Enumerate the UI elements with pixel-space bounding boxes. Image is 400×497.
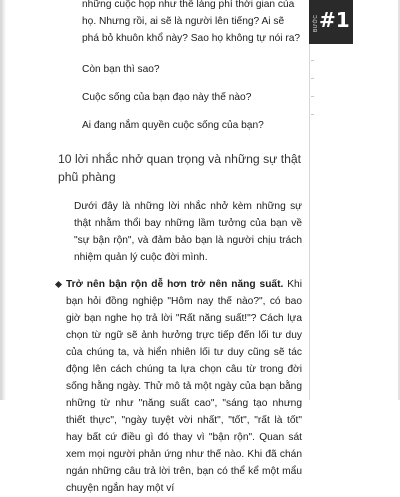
bullet-paragraph bbox=[66, 276, 302, 497]
top-paragraph: những cuộc họp như thế làng phí thời gian của họ. Nhưng rồi, ai sẽ là người lên tiếng? Ai sẽ phá bỏ khuôn khổ này? Sao họ không tự nói ra? bbox=[82, 0, 301, 44]
bullet-item bbox=[62, 276, 302, 497]
bullet-lead: Trở nên bận rộn dễ hơn trở nên năng suất. bbox=[66, 279, 284, 290]
question-1: Còn bạn thì sao? bbox=[82, 64, 160, 75]
chapter-tab-number: #1 bbox=[319, 8, 350, 32]
section-heading: 10 lời nhắc nhở quan trọng và những sự thật phũ phàng bbox=[58, 152, 302, 184]
question-3: Ai đang nắm quyền cuộc sống của bạn? bbox=[82, 120, 264, 131]
page-spine-shadow bbox=[0, 0, 6, 400]
text-column bbox=[58, 0, 302, 497]
chapter-tab bbox=[309, 0, 353, 44]
question-2: Cuộc sống của bạn đạo này thế nào? bbox=[82, 92, 252, 103]
chapter-tab-label: BƯỚC bbox=[313, 14, 319, 32]
diamond-bullet-icon bbox=[55, 281, 62, 288]
intro-paragraph: Dưới đây là những lời nhắc nhở kèm những sự thật nhằm thổi bay những lầm tưởng của bạn về "sự bận rộn", và đảm bảo bạn là người chịu trách nhiệm quản lý cuộc đời mình. bbox=[74, 201, 302, 263]
bullet-body: Khi bạn hỏi đồng nghiệp "Hôm nay thế nào?", có bao giờ bạn nghe họ trả lời "Rất năng suất!"? Cách lựa chọn từ ngữ sẽ ảnh hưởng trực tiếp đến lối tư duy của chúng ta, và hiển nhiên lối tư duy cũng sẽ tác động lên cách chúng ta lựa chọn câu từ trong đời sống hằng ngày. Thử mô tả một ngày của bạn bằng những từ như "năng suất cao", "sáng tạo nhưng thiết thực", "ngày tuyệt vời nhất", "tốt", "rất là tốt" hay bất cứ điều gì đó thay vì "bận rộn". Quan sát xem mọi người phản ứng như thế nào. Khi đã chán ngán những câu trả lời trên, bạn có thể kể một mẩu chuyện ngắn hay một ví bbox=[66, 279, 302, 494]
margin-ticks bbox=[310, 56, 316, 126]
